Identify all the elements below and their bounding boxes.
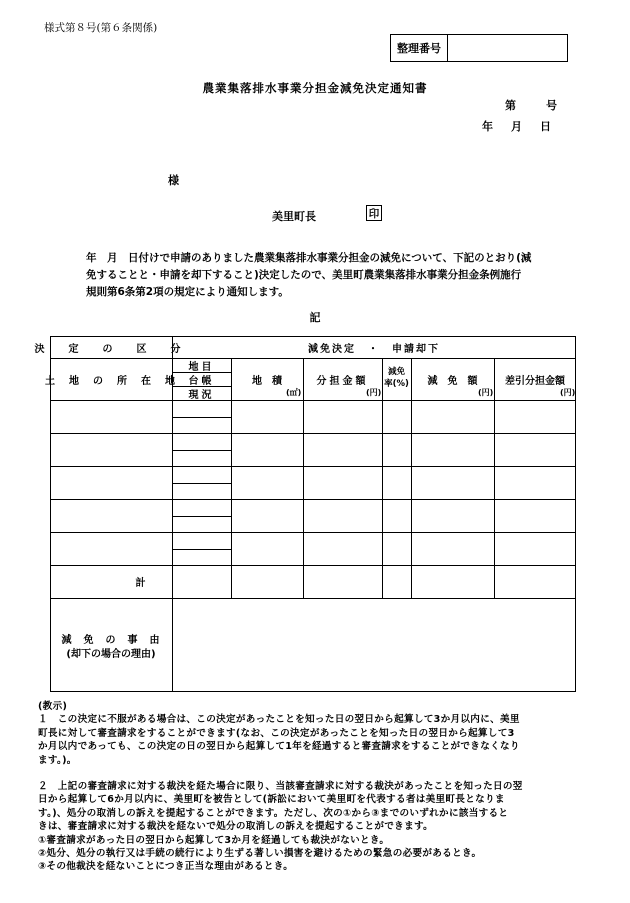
ledger-header: 台帳 <box>188 375 215 387</box>
instructions-line: 町長に対して審査請求をすることができます(なお、この決定があったことを知った日の翌日から起算して3 <box>38 727 515 739</box>
form-number: 様式第８号(第６条関係) <box>44 22 158 34</box>
net-unit: (円) <box>560 388 576 397</box>
instructions-line: ③その他裁決を経ないことにつき正当な理由があるとき。 <box>38 861 294 873</box>
instructions-heading: (教示) <box>38 701 68 712</box>
document-number-go: 号 <box>546 99 557 112</box>
instructions <box>38 700 598 874</box>
instructions-line: ます。)。 <box>38 754 77 766</box>
rate-header-sub: 率(%) <box>384 379 409 389</box>
net-header: 差引分担金額 <box>505 375 565 387</box>
location-header: 土 地 の 所 在 地 <box>45 375 177 387</box>
reference-number-label: 整理番号 <box>391 35 448 61</box>
reason-label-sub: (却下の場合の理由) <box>66 648 156 660</box>
notice-body-line: 免することと・申請を却下すること)決定したので、美里町農業集落排水事業分担金条例施行 <box>86 269 522 281</box>
ki-heading: 記 <box>309 311 321 324</box>
document-number <box>505 97 557 113</box>
document-date <box>482 118 569 134</box>
notice-body-line: 規則第6条第2項の規定により通知します。 <box>86 286 289 298</box>
total-label: 計 <box>135 578 146 589</box>
instructions-line: か月以内であっても、この決定の日の翌日から起算して1年を経過すると審査請求をすることができなくなり <box>38 741 520 753</box>
instructions-line: ①審査請求があった日の翌日から起算して3か月を経過しても裁決がないとき。 <box>38 834 390 846</box>
instructions-line: ②処分、処分の執行又は手続の続行により生ずる著しい損害を避けるための緊急の必要があるとき。 <box>38 848 482 860</box>
instructions-line: す。)、処分の取消しの訴えを提起することができます。ただし、次の①から③までのいずれかに該当すると <box>38 807 509 819</box>
rate-header: 減免 <box>387 367 405 377</box>
addressee-suffix: 様 <box>168 174 179 187</box>
reference-number-field[interactable] <box>448 35 567 61</box>
reference-number-box <box>390 34 568 62</box>
document-title: 農業集落排水事業分担金減免決定通知書 <box>202 81 428 95</box>
share-unit: (円) <box>366 388 382 397</box>
seal-mark: 印 <box>366 205 382 221</box>
reason-field[interactable] <box>173 599 575 691</box>
instructions-line: 日から起算して6か月以内に、美里町を被告として(訴訟において美里町を代表する者は美里町長となりま <box>38 794 505 806</box>
reduction-unit: (円) <box>478 388 494 397</box>
instructions-line: きは、審査請求に対する裁決を経ないで処分の取消しの訴えを提起することができます。 <box>38 821 433 833</box>
actual-header: 現況 <box>188 389 215 401</box>
reduction-header: 減 免 額 <box>427 375 478 387</box>
notice-body-line: 年 月 日付けで申請のありました農業集落排水事業分担金の減免について、下記のとおり(減 <box>86 252 532 264</box>
decision-table <box>34 336 576 692</box>
decision-options[interactable]: 減免決定 ・ 申請却下 <box>308 343 440 355</box>
decision-label: 決 定 の 区 分 <box>34 343 188 355</box>
date-month: 月 <box>511 120 522 133</box>
reason-label: 減 免 の 事 由 <box>61 634 161 646</box>
instructions-line: １ この決定に不服がある場合は、この決定があったことを知った日の翌日から起算して3か月以内に、美里 <box>38 714 520 726</box>
category-header: 地目 <box>188 361 215 373</box>
date-day: 日 <box>540 120 551 133</box>
date-year: 年 <box>482 120 493 133</box>
issuer-name: 美里町長 <box>272 210 316 223</box>
share-header: 分担金額 <box>316 375 369 387</box>
area-header: 地 積 <box>252 375 282 387</box>
instructions-line: ２ 上記の審査請求に対する裁決を経た場合に限り、当該審査請求に対する裁決があったことを知った日の翌 <box>38 781 523 793</box>
document-number-dai: 第 <box>505 99 516 112</box>
area-unit: (㎡) <box>286 388 302 397</box>
notice-body <box>86 250 546 301</box>
